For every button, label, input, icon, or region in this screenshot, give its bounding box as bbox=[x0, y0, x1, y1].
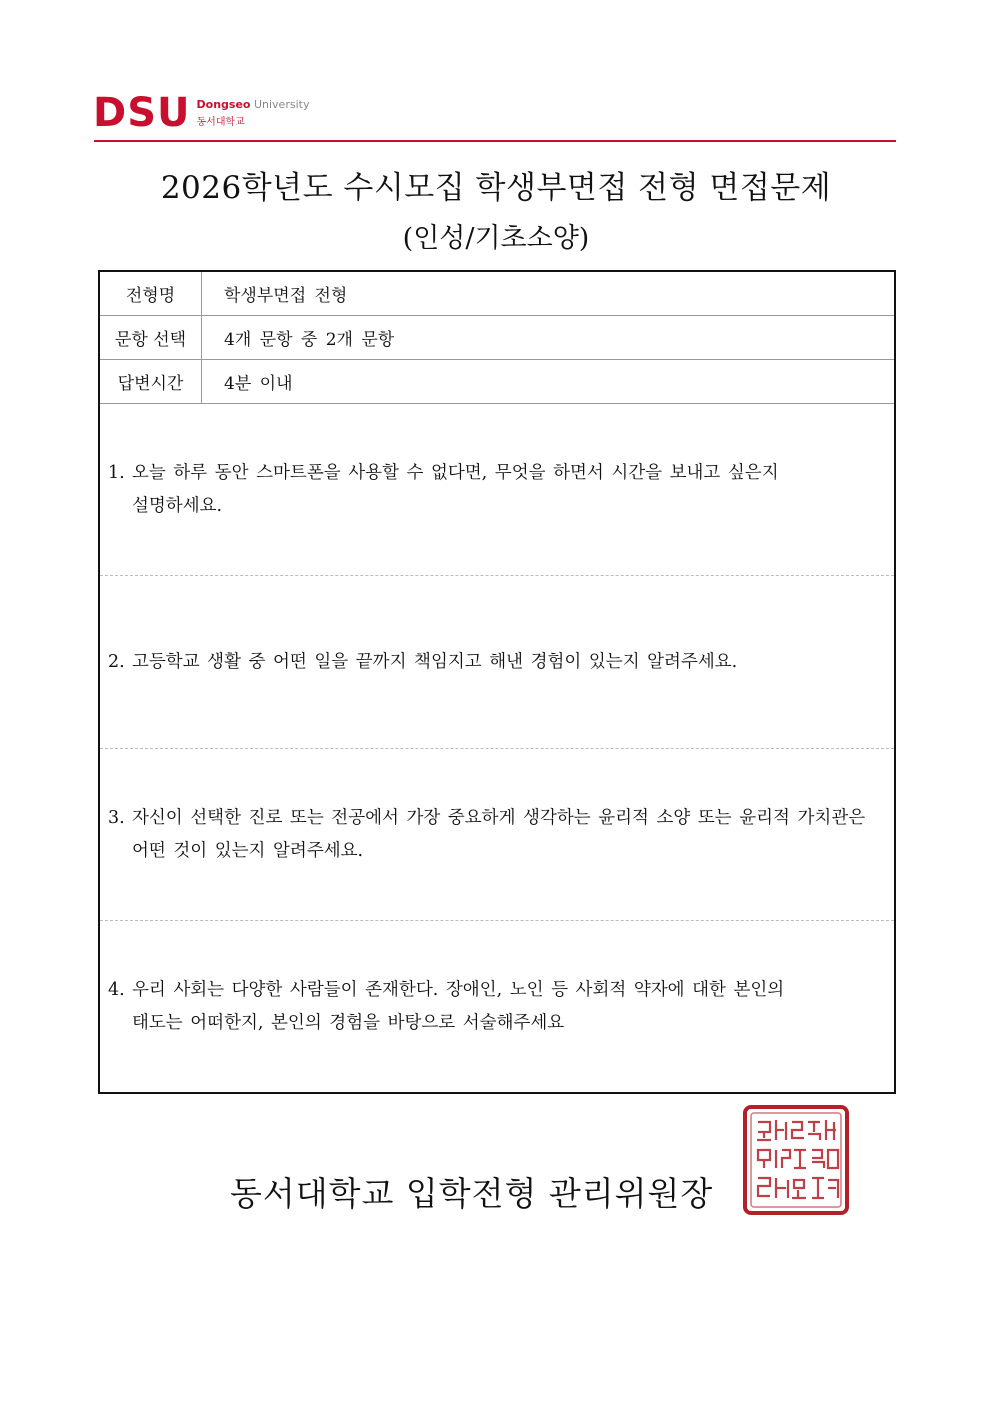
logo-english-name bbox=[197, 98, 310, 111]
info-row-answer-time bbox=[100, 360, 894, 404]
question-line bbox=[108, 802, 888, 835]
info-row-type bbox=[100, 272, 894, 316]
info-label: 답변시간 bbox=[100, 360, 202, 403]
question-number: 3. bbox=[108, 808, 125, 828]
question-number: 1. bbox=[108, 463, 125, 483]
logo-name-rest: University bbox=[250, 98, 310, 111]
question-text bbox=[108, 457, 888, 523]
question-2 bbox=[100, 576, 894, 749]
interview-question-form bbox=[98, 270, 896, 1094]
university-logo bbox=[93, 92, 309, 134]
info-value: 4분 이내 bbox=[224, 374, 293, 394]
question-line2: 태도는 어떠한지, 본인의 경험을 바탕으로 서술해주세요 bbox=[132, 1013, 565, 1033]
question-line bbox=[108, 646, 888, 679]
question-line2: 설명하세요. bbox=[132, 496, 223, 516]
question-number: 2. bbox=[108, 652, 125, 672]
question-number: 4. bbox=[108, 980, 125, 1000]
question-line bbox=[108, 974, 888, 1007]
info-value: 4개 문항 중 2개 문항 bbox=[224, 330, 395, 350]
header-divider bbox=[94, 140, 896, 142]
question-text bbox=[108, 974, 888, 1040]
question-line bbox=[108, 457, 888, 490]
signatory-line: 동서대학교 입학전형 관리위원장 bbox=[230, 1174, 714, 1213]
question-line1: 오늘 하루 동안 스마트폰을 사용할 수 없다면, 무엇을 하면서 시간을 보내고 싶은지 bbox=[132, 463, 779, 483]
info-label: 문항 선택 bbox=[100, 316, 202, 359]
question-text bbox=[108, 802, 888, 868]
question-line1: 고등학교 생활 중 어떤 일을 끝까지 책임지고 해낸 경험이 있는지 알려주세요. bbox=[132, 652, 738, 672]
logo-text bbox=[197, 98, 310, 128]
question-line1: 우리 사회는 다양한 사람들이 존재한다. 장애인, 노인 등 사회적 약자에 대한 본인의 bbox=[132, 980, 785, 1000]
question-text bbox=[108, 646, 888, 679]
document-title: 2026학년도 수시모집 학생부면접 전형 면접문제 bbox=[160, 170, 832, 206]
logo-mark: DSU bbox=[93, 90, 191, 136]
logo-name-bold: Dongseo bbox=[196, 98, 251, 111]
question-4 bbox=[100, 921, 894, 1090]
question-1 bbox=[100, 404, 894, 576]
question-line2: 어떤 것이 있는지 알려주세요. bbox=[132, 841, 364, 861]
info-value: 학생부면접 전형 bbox=[224, 286, 348, 306]
official-seal-icon bbox=[742, 1104, 850, 1216]
logo-korean-name: 동서대학교 bbox=[196, 117, 245, 128]
question-line1: 자신이 선택한 진로 또는 전공에서 가장 중요하게 생각하는 윤리적 소양 또는 윤리적 가치관은 bbox=[132, 808, 866, 828]
question-3 bbox=[100, 749, 894, 921]
info-row-selection bbox=[100, 316, 894, 360]
info-label: 전형명 bbox=[100, 272, 202, 315]
document-subtitle: (인성/기초소양) bbox=[402, 223, 590, 254]
